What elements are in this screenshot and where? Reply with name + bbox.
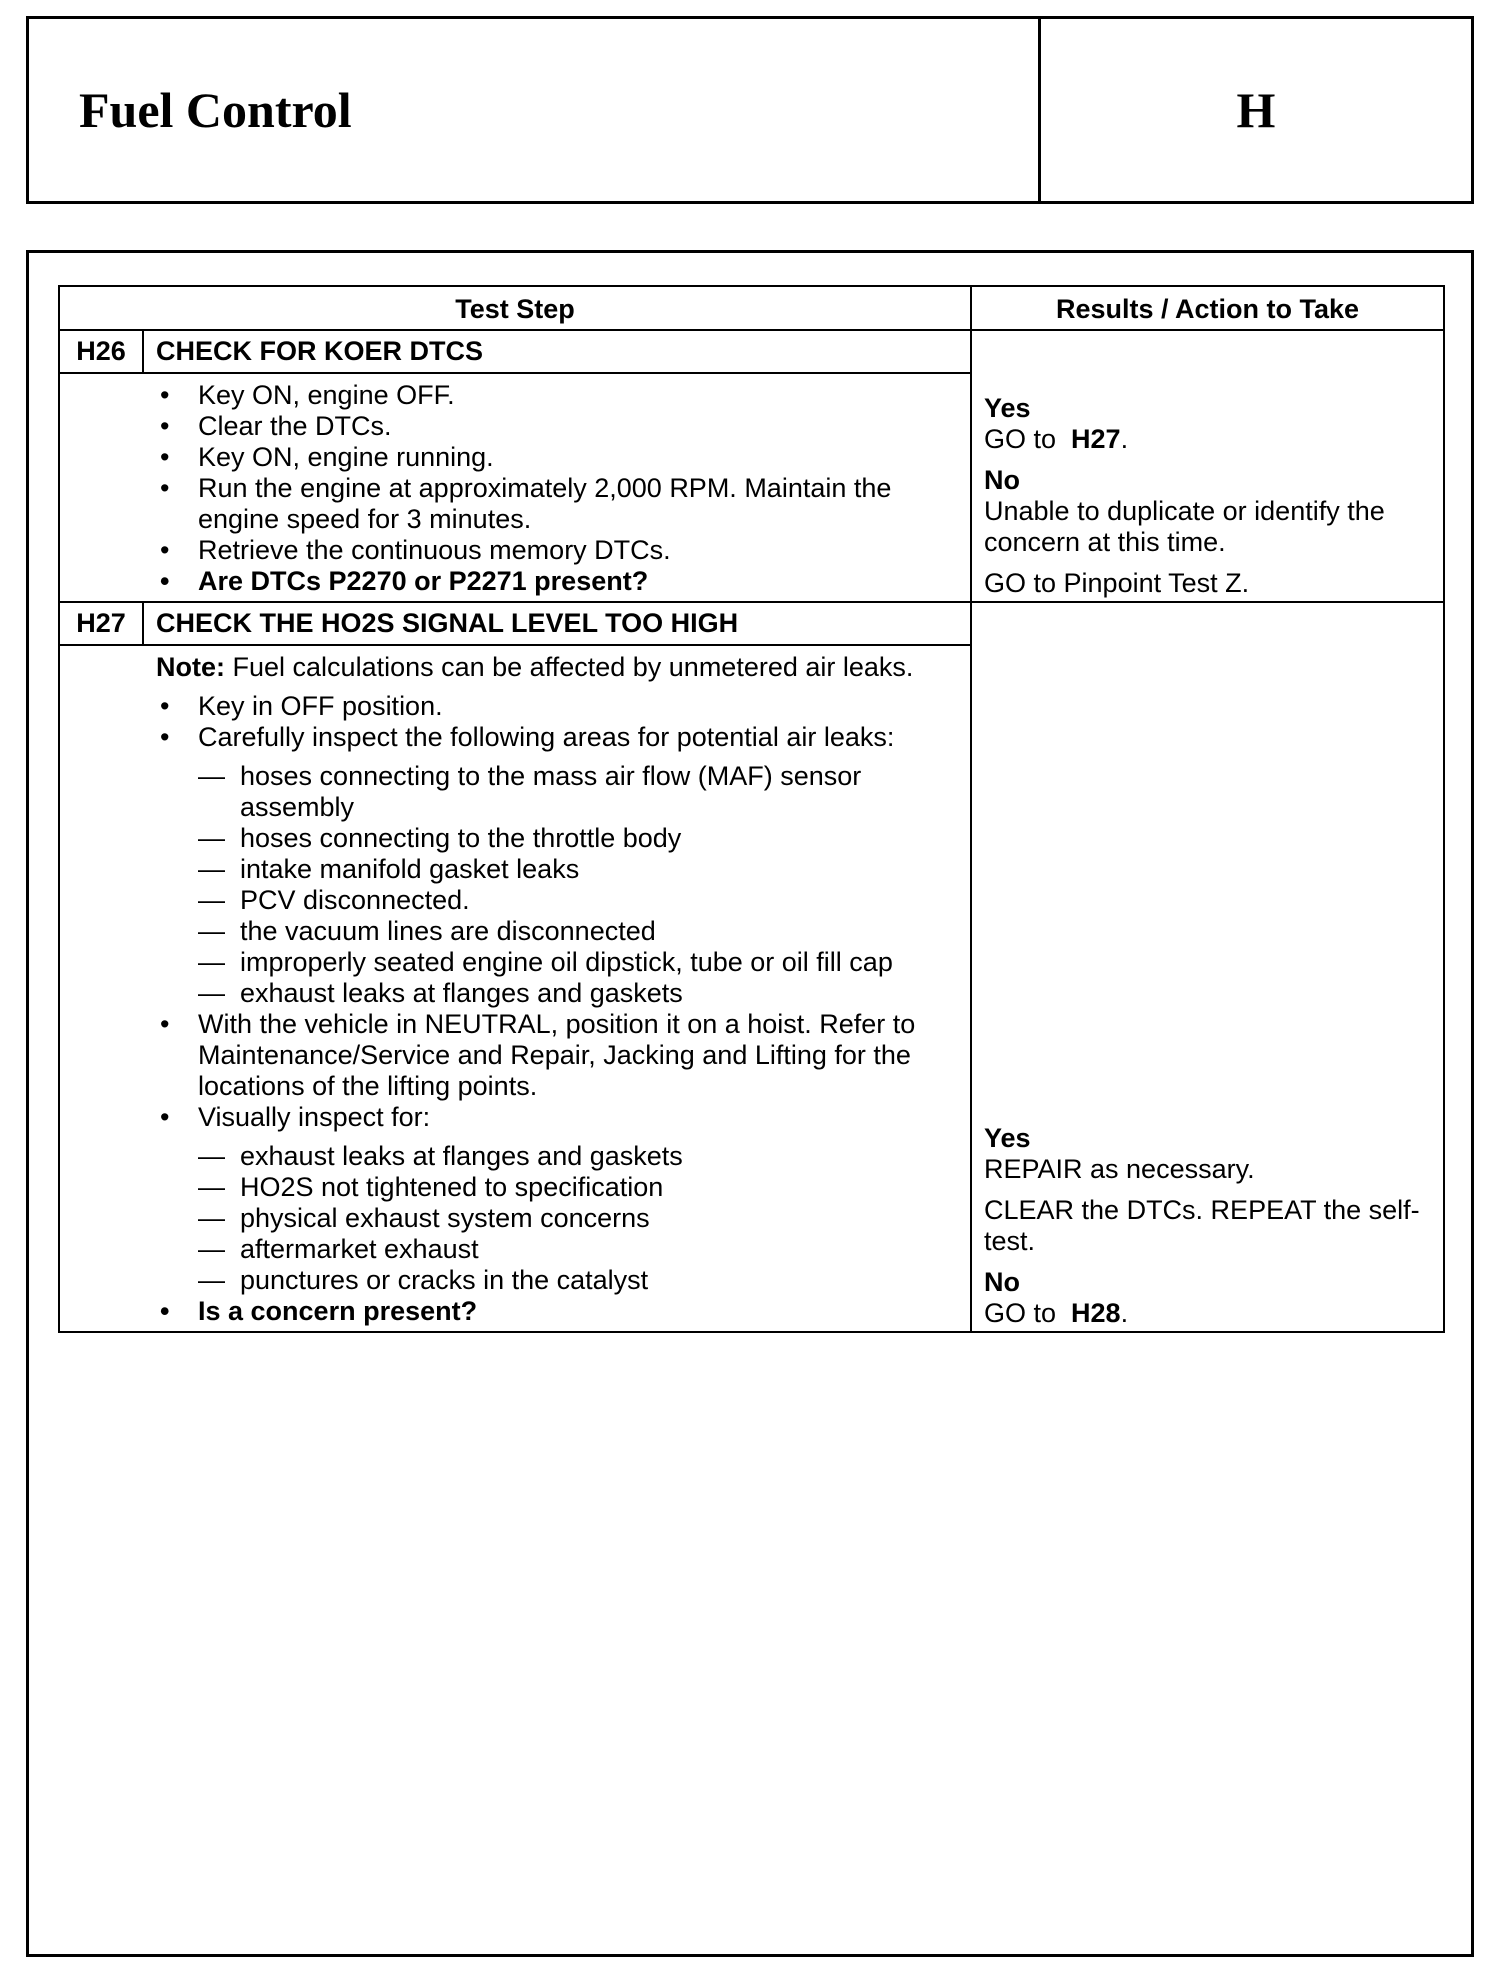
- result-yes-label: Yes: [984, 1123, 1031, 1153]
- table-header-row: [60, 287, 1443, 331]
- result-yes-target: H27: [1071, 424, 1121, 454]
- list-item: • Key ON, engine running.: [156, 442, 960, 473]
- list-item: — punctures or cracks in the catalyst: [198, 1265, 960, 1296]
- note-text: Fuel calculations can be affected by unmetered air leaks.: [232, 652, 914, 682]
- step-h27-dashes-b: [156, 1141, 960, 1296]
- step-question: • Is a concern present?: [156, 1296, 960, 1327]
- result-no-label: No: [984, 465, 1020, 495]
- result-yes-label: Yes: [984, 393, 1031, 423]
- list-item: • Clear the DTCs.: [156, 411, 960, 442]
- step-title: CHECK FOR KOER DTCS: [156, 336, 484, 366]
- result-yes-text: REPAIR as necessary.: [984, 1154, 1255, 1184]
- step-h26: [60, 331, 1443, 603]
- list-item: — improperly seated engine oil dipstick, tube or oil fill cap: [198, 947, 960, 978]
- list-item: — physical exhaust system concerns: [198, 1203, 960, 1234]
- list-item: — hoses connecting to the throttle body: [198, 823, 960, 854]
- list-item: • Retrieve the continuous memory DTCs.: [156, 535, 960, 566]
- list-item: • With the vehicle in NEUTRAL, position it on a hoist. Refer to Maintenance/Service and Repair, Jacking and Lifting for the locations of the lifting points.: [156, 1009, 960, 1102]
- step-h26-title-row: [60, 331, 970, 374]
- list-item: — exhaust leaks at flanges and gaskets: [198, 1141, 960, 1172]
- list-item: — hoses connecting to the mass air flow (MAF) sensor assembly: [198, 761, 960, 823]
- result-no-text: Unable to duplicate or identify the concern at this time.: [984, 496, 1385, 557]
- test-step-table: [58, 285, 1445, 1333]
- list-item: — HO2S not tightened to specification: [198, 1172, 960, 1203]
- page-header: [26, 16, 1474, 204]
- step-h26-left: [60, 331, 972, 601]
- step-question: • Are DTCs P2270 or P2271 present?: [156, 566, 960, 597]
- result-yes-text-2: CLEAR the DTCs. REPEAT the self-test.: [984, 1195, 1420, 1256]
- step-title: CHECK THE HO2S SIGNAL LEVEL TOO HIGH: [156, 608, 739, 638]
- col-header-results: Results / Action to Take: [972, 287, 1443, 331]
- step-id: H26: [60, 331, 144, 372]
- step-h27: [60, 603, 1443, 1331]
- section-letter: H: [1236, 82, 1276, 138]
- result-no-action: GO to Pinpoint Test Z.: [984, 568, 1250, 598]
- result-no-target: H28: [1071, 1298, 1121, 1328]
- result-no-action: GO to H28.: [984, 1298, 1129, 1328]
- list-item: — intake manifold gasket leaks: [198, 854, 960, 885]
- list-item: — exhaust leaks at flanges and gaskets: [198, 978, 960, 1009]
- step-h26-bullets: [156, 380, 960, 597]
- step-h27-results: [972, 603, 1443, 1331]
- result-yes-text: GO to: [984, 424, 1057, 454]
- step-note: [114, 652, 960, 683]
- step-h27-bullets-b: [156, 1009, 960, 1133]
- step-h27-content: [60, 646, 970, 1331]
- list-item: — the vacuum lines are disconnected: [198, 916, 960, 947]
- list-item: — aftermarket exhaust: [198, 1234, 960, 1265]
- page-title: Fuel Control: [79, 82, 352, 138]
- list-item: • Visually inspect for:: [156, 1102, 960, 1133]
- list-item: • Carefully inspect the following areas for potential air leaks:: [156, 722, 960, 753]
- step-h27-question-list: [156, 1296, 960, 1327]
- note-label: Note:: [156, 652, 225, 682]
- list-item: • Run the engine at approximately 2,000 RPM. Maintain the engine speed for 3 minutes.: [156, 473, 960, 535]
- step-h27-dashes-a: [156, 761, 960, 1009]
- step-h27-left: [60, 603, 972, 1331]
- step-h26-content: [60, 374, 970, 601]
- result-no-label: No: [984, 1267, 1020, 1297]
- list-item: • Key ON, engine OFF.: [156, 380, 960, 411]
- header-title-cell: [29, 19, 1041, 201]
- col-header-test-step: Test Step: [60, 287, 972, 331]
- step-h27-bullets-a: [156, 691, 960, 753]
- step-id: H27: [60, 603, 144, 644]
- step-h26-results: [972, 331, 1443, 601]
- result-yes-action: GO to H27.: [984, 424, 1129, 454]
- result-no-text: GO to: [984, 1298, 1057, 1328]
- step-h27-title-row: [60, 603, 970, 646]
- list-item: — PCV disconnected.: [198, 885, 960, 916]
- header-letter-cell: [1041, 19, 1471, 201]
- list-item: • Key in OFF position.: [156, 691, 960, 722]
